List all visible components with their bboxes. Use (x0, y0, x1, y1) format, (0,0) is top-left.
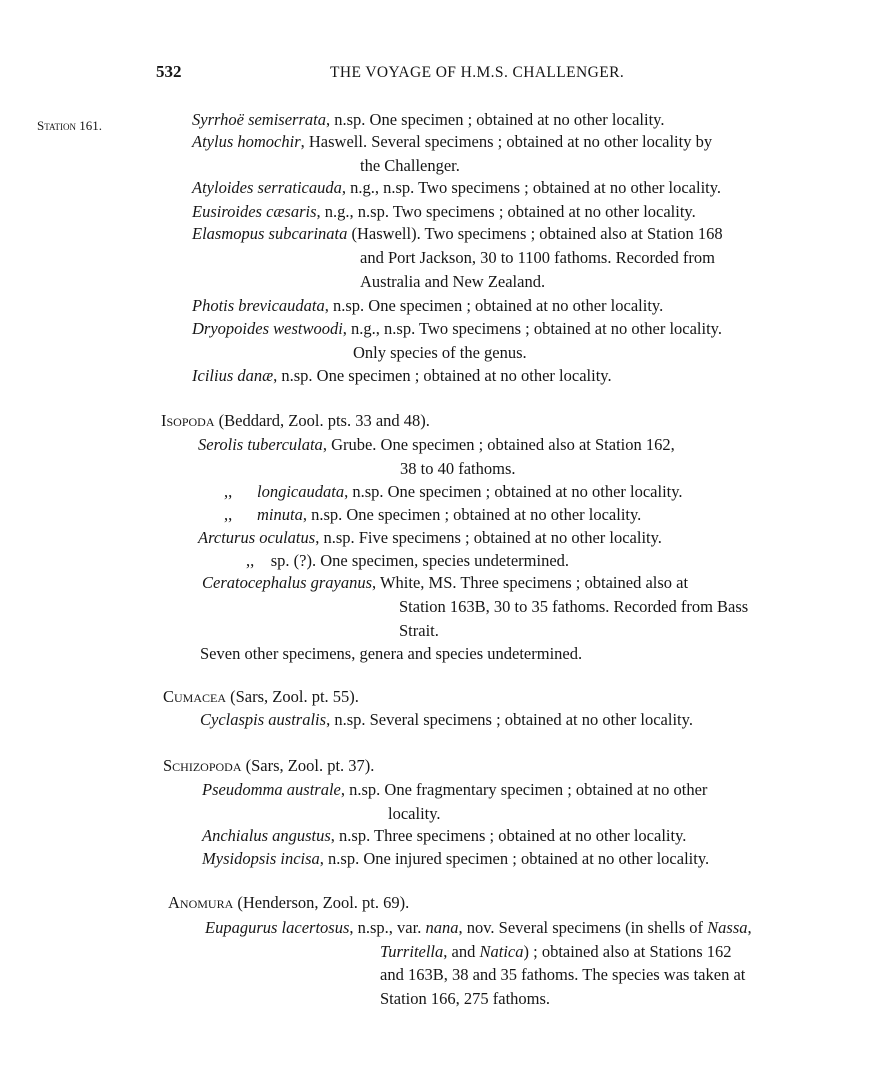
entry-anchialus: Anchialus angustus, n.sp. Three specimens ; obtained at no other locality. (202, 826, 687, 845)
entry-pseudomma: Pseudomma australe, n.sp. One fragmentary specimen ; obtained at no other (202, 780, 708, 799)
entry-photis: Photis brevicaudata, n.sp. One specimen ; obtained at no other locality. (192, 296, 664, 315)
entry-arcturus: Arcturus oculatus, n.sp. Five specimens ; obtained at no other locality. (198, 528, 662, 547)
heading-schizopoda: Schizopoda (Sars, Zool. pt. 37). (163, 756, 375, 775)
entry-eupagurus-cont-2: and 163B, 38 and 35 fathoms. The species was taken at (380, 965, 746, 984)
entry-minuta: ,, minuta, n.sp. One specimen ; obtained at no other locality. (224, 505, 642, 524)
entry-serolis-cont: 38 to 40 fathoms. (400, 459, 516, 478)
entry-eusiroides: Eusiroides cæsaris, n.g., n.sp. Two specimens ; obtained at no other locality. (192, 202, 696, 221)
entry-ceratocephalus-cont-2: Strait. (399, 621, 439, 640)
entry-eupagurus-cont-1: Turritella, and Natica) ; obtained also at Stations 162 (380, 942, 732, 961)
entry-atylus-cont: the Challenger. (360, 156, 460, 175)
heading-isopoda: Isopoda (Beddard, Zool. pts. 33 and 48). (161, 411, 430, 430)
entry-dryopoides-cont: Only species of the genus. (353, 343, 527, 362)
entry-eupagurus-cont-3: Station 166, 275 fathoms. (380, 989, 551, 1008)
entry-ceratocephalus: Ceratocephalus grayanus, White, MS. Three specimens ; obtained also at (202, 573, 689, 592)
running-title: THE VOYAGE OF H.M.S. CHALLENGER. (330, 64, 625, 81)
entry-elasmopus: Elasmopus subcarinata (Haswell). Two specimens ; obtained also at Station 168 (192, 224, 723, 243)
entry-elasmopus-cont-2: Australia and New Zealand. (360, 272, 546, 291)
entry-icilius: Icilius danæ, n.sp. One specimen ; obtained at no other locality. (192, 366, 612, 385)
entry-syrrhoe: Syrrhoë semiserrata, n.sp. One specimen ; obtained at no other locality. (192, 110, 665, 129)
heading-anomura: Anomura (Henderson, Zool. pt. 69). (168, 893, 410, 912)
entry-longicaudata: ,, longicaudata, n.sp. One specimen ; obtained at no other locality. (224, 482, 683, 501)
entry-eupagurus: Eupagurus lacertosus, n.sp., var. nana, nov. Several specimens (in shells of Nassa, (205, 918, 752, 937)
station-label: Station 161. (37, 118, 103, 133)
entry-cyclaspis: Cyclaspis australis, n.sp. Several specimens ; obtained at no other locality. (200, 710, 693, 729)
entry-atylus: Atylus homochir, Haswell. Several specimens ; obtained at no other locality by (192, 132, 713, 151)
entry-dryopoides: Dryopoides westwoodi, n.g., n.sp. Two specimens ; obtained at no other locality. (192, 319, 722, 338)
entry-mysidopsis: Mysidopsis incisa, n.sp. One injured specimen ; obtained at no other locality. (202, 849, 710, 868)
entry-serolis: Serolis tuberculata, Grube. One specimen ; obtained also at Station 162, (198, 435, 675, 454)
isopoda-note: Seven other specimens, genera and species undetermined. (200, 644, 583, 663)
entry-pseudomma-cont: locality. (388, 804, 441, 823)
page-number: 532 (156, 62, 182, 81)
entry-atyloides: Atyloides serraticauda, n.g., n.sp. Two specimens ; obtained at no other locality. (192, 178, 722, 197)
entry-arcturus-sp: ,, sp. (?). One specimen, species undetermined. (246, 551, 570, 570)
entry-elasmopus-cont-1: and Port Jackson, 30 to 1100 fathoms. Recorded from (360, 248, 715, 267)
heading-cumacea: Cumacea (Sars, Zool. pt. 55). (163, 687, 359, 706)
entry-ceratocephalus-cont-1: Station 163B, 30 to 35 fathoms. Recorded from Bass (399, 597, 749, 616)
